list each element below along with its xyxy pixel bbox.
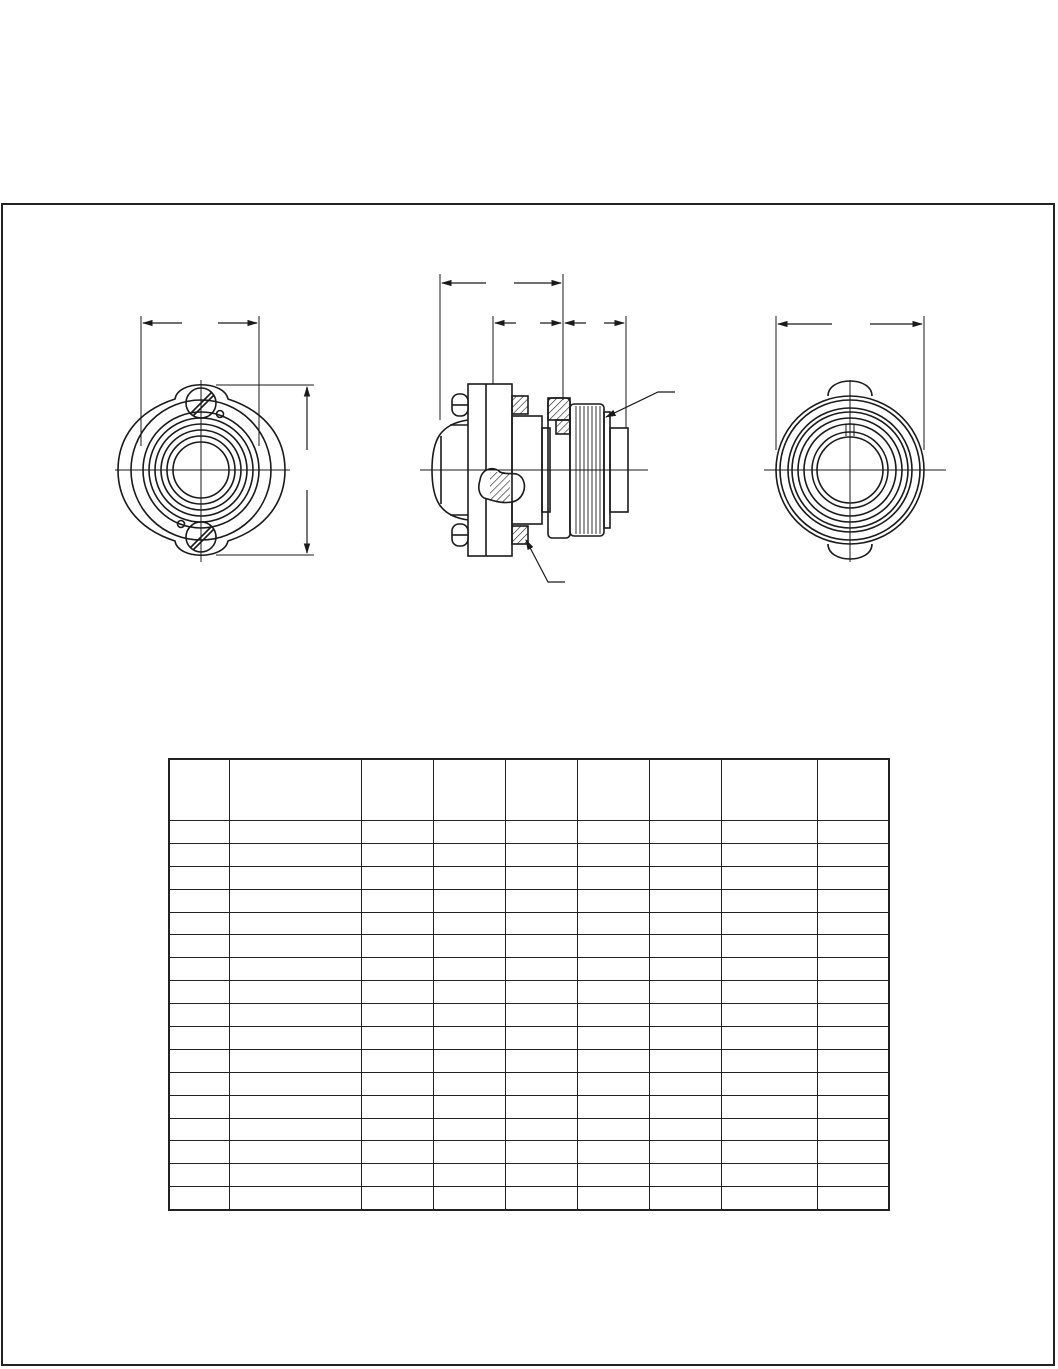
table-cell xyxy=(721,1095,817,1118)
table-row xyxy=(169,912,889,935)
table-cell xyxy=(229,866,361,889)
table-cell xyxy=(229,1095,361,1118)
table-cell xyxy=(721,935,817,958)
table-row xyxy=(169,1072,889,1095)
table-cell xyxy=(433,981,505,1004)
table-cell xyxy=(505,1118,577,1141)
table-cell xyxy=(361,981,433,1004)
table-cell xyxy=(229,889,361,912)
table-cell xyxy=(721,866,817,889)
table-cell xyxy=(721,1141,817,1164)
table-cell xyxy=(229,1187,361,1210)
table-cell xyxy=(649,981,721,1004)
specification-table xyxy=(168,758,890,1211)
table-cell xyxy=(817,843,889,866)
table-cell xyxy=(229,981,361,1004)
table-cell xyxy=(361,1187,433,1210)
table-cell xyxy=(169,1141,229,1164)
table-cell xyxy=(577,1095,649,1118)
table-cell xyxy=(505,889,577,912)
table-cell xyxy=(649,1118,721,1141)
table-row xyxy=(169,1187,889,1210)
table-cell xyxy=(649,958,721,981)
column-header xyxy=(361,759,433,821)
column-header xyxy=(505,759,577,821)
table-row xyxy=(169,981,889,1004)
table-row xyxy=(169,935,889,958)
table-cell xyxy=(577,1187,649,1210)
table-cell xyxy=(505,866,577,889)
table-cell xyxy=(433,1004,505,1027)
table-cell xyxy=(577,1049,649,1072)
side-view xyxy=(420,274,648,556)
table-cell xyxy=(229,1164,361,1187)
table-cell xyxy=(721,1049,817,1072)
table-cell xyxy=(361,866,433,889)
table-cell xyxy=(577,889,649,912)
table-cell xyxy=(721,958,817,981)
table-row xyxy=(169,866,889,889)
table-cell xyxy=(433,866,505,889)
table-cell xyxy=(229,821,361,844)
table-cell xyxy=(229,935,361,958)
table-cell xyxy=(433,1072,505,1095)
table-cell xyxy=(817,1027,889,1050)
table-cell xyxy=(817,1187,889,1210)
table-cell xyxy=(577,1164,649,1187)
table-cell xyxy=(817,889,889,912)
table-cell xyxy=(433,958,505,981)
table-cell xyxy=(505,1164,577,1187)
table-row xyxy=(169,889,889,912)
table-cell xyxy=(169,866,229,889)
table-cell xyxy=(169,1187,229,1210)
table-cell xyxy=(721,1004,817,1027)
table-row xyxy=(169,843,889,866)
table-cell xyxy=(817,912,889,935)
table-cell xyxy=(433,821,505,844)
table-cell xyxy=(229,843,361,866)
table-cell xyxy=(649,935,721,958)
column-header xyxy=(721,759,817,821)
table-cell xyxy=(361,1027,433,1050)
table-row xyxy=(169,1118,889,1141)
table-cell xyxy=(649,1049,721,1072)
table-cell xyxy=(817,866,889,889)
table-cell xyxy=(649,1141,721,1164)
table-cell xyxy=(721,889,817,912)
table-cell xyxy=(721,1118,817,1141)
table-cell xyxy=(229,1072,361,1095)
connector-drawing xyxy=(0,0,1058,640)
table-cell xyxy=(577,981,649,1004)
column-header xyxy=(649,759,721,821)
table-cell xyxy=(169,821,229,844)
table-cell xyxy=(649,912,721,935)
table-cell xyxy=(577,935,649,958)
table-cell xyxy=(817,1118,889,1141)
table-cell xyxy=(505,1027,577,1050)
table-cell xyxy=(649,866,721,889)
table-cell xyxy=(817,981,889,1004)
table-cell xyxy=(169,981,229,1004)
table-cell xyxy=(505,1095,577,1118)
table-cell xyxy=(169,1118,229,1141)
table-cell xyxy=(361,843,433,866)
table-cell xyxy=(361,1141,433,1164)
table-cell xyxy=(361,1164,433,1187)
table-cell xyxy=(433,1118,505,1141)
table-cell xyxy=(817,1095,889,1118)
table-cell xyxy=(817,935,889,958)
table-cell xyxy=(169,1004,229,1027)
table-cell xyxy=(505,821,577,844)
table-cell xyxy=(229,912,361,935)
table-cell xyxy=(433,1164,505,1187)
table-cell xyxy=(817,1164,889,1187)
table-cell xyxy=(229,1049,361,1072)
table-cell xyxy=(817,958,889,981)
table-cell xyxy=(505,1004,577,1027)
table-cell xyxy=(361,935,433,958)
table-cell xyxy=(721,843,817,866)
column-header xyxy=(229,759,361,821)
table-cell xyxy=(505,1187,577,1210)
table-cell xyxy=(505,1141,577,1164)
table-cell xyxy=(361,889,433,912)
table-cell xyxy=(649,1072,721,1095)
table-cell xyxy=(169,1095,229,1118)
column-header xyxy=(817,759,889,821)
table-cell xyxy=(169,1027,229,1050)
table-cell xyxy=(721,1027,817,1050)
table-row xyxy=(169,1141,889,1164)
table-cell xyxy=(817,1072,889,1095)
table-cell xyxy=(721,981,817,1004)
table-body xyxy=(169,821,889,1211)
table-cell xyxy=(649,1027,721,1050)
table-cell xyxy=(361,1095,433,1118)
table-cell xyxy=(817,1049,889,1072)
table-cell xyxy=(169,1072,229,1095)
rear-view xyxy=(764,316,946,562)
table-cell xyxy=(229,1118,361,1141)
table-row xyxy=(169,821,889,844)
table-cell xyxy=(361,958,433,981)
table-cell xyxy=(577,1141,649,1164)
table-cell xyxy=(721,821,817,844)
table-cell xyxy=(649,1187,721,1210)
table-cell xyxy=(505,1049,577,1072)
table-cell xyxy=(361,1118,433,1141)
table-cell xyxy=(169,958,229,981)
table-cell xyxy=(577,843,649,866)
table-cell xyxy=(721,1187,817,1210)
table-cell xyxy=(505,912,577,935)
table-cell xyxy=(817,1004,889,1027)
table-cell xyxy=(649,1164,721,1187)
table-cell xyxy=(169,935,229,958)
table-row xyxy=(169,1049,889,1072)
table-cell xyxy=(433,912,505,935)
table-cell xyxy=(505,843,577,866)
table-cell xyxy=(649,1095,721,1118)
table-cell xyxy=(505,958,577,981)
column-header xyxy=(433,759,505,821)
table-cell xyxy=(817,821,889,844)
table-cell xyxy=(361,1049,433,1072)
table-row xyxy=(169,1004,889,1027)
table-cell xyxy=(577,958,649,981)
table-cell xyxy=(169,912,229,935)
table-cell xyxy=(229,1141,361,1164)
table-cell xyxy=(649,843,721,866)
table-cell xyxy=(721,912,817,935)
table-cell xyxy=(169,1049,229,1072)
table-cell xyxy=(433,1027,505,1050)
table-cell xyxy=(361,912,433,935)
table-cell xyxy=(721,1164,817,1187)
table-cell xyxy=(433,843,505,866)
table-cell xyxy=(817,1141,889,1164)
table-cell xyxy=(229,958,361,981)
table-cell xyxy=(361,1072,433,1095)
front-view xyxy=(115,316,314,562)
table-cell xyxy=(649,1004,721,1027)
table-cell xyxy=(433,1095,505,1118)
table-cell xyxy=(649,889,721,912)
table-row xyxy=(169,958,889,981)
table-header-row xyxy=(169,759,889,821)
table-cell xyxy=(577,821,649,844)
table-row xyxy=(169,1027,889,1050)
table-cell xyxy=(229,1027,361,1050)
table-cell xyxy=(577,1027,649,1050)
table-cell xyxy=(433,1141,505,1164)
column-header xyxy=(169,759,229,821)
table-cell xyxy=(169,1164,229,1187)
table-cell xyxy=(361,821,433,844)
table-row xyxy=(169,1164,889,1187)
table-cell xyxy=(169,889,229,912)
table-cell xyxy=(577,1072,649,1095)
table-cell xyxy=(577,912,649,935)
table-cell xyxy=(577,1118,649,1141)
table-cell xyxy=(169,843,229,866)
table-cell xyxy=(577,866,649,889)
table-cell xyxy=(505,935,577,958)
table-cell xyxy=(577,1004,649,1027)
table-row xyxy=(169,1095,889,1118)
table-cell xyxy=(721,1072,817,1095)
table-cell xyxy=(433,1187,505,1210)
table-cell xyxy=(361,1004,433,1027)
column-header xyxy=(577,759,649,821)
table-cell xyxy=(433,935,505,958)
table-cell xyxy=(433,889,505,912)
table-cell xyxy=(505,1072,577,1095)
table-cell xyxy=(433,1049,505,1072)
table-cell xyxy=(229,1004,361,1027)
table-cell xyxy=(649,821,721,844)
table-cell xyxy=(505,981,577,1004)
